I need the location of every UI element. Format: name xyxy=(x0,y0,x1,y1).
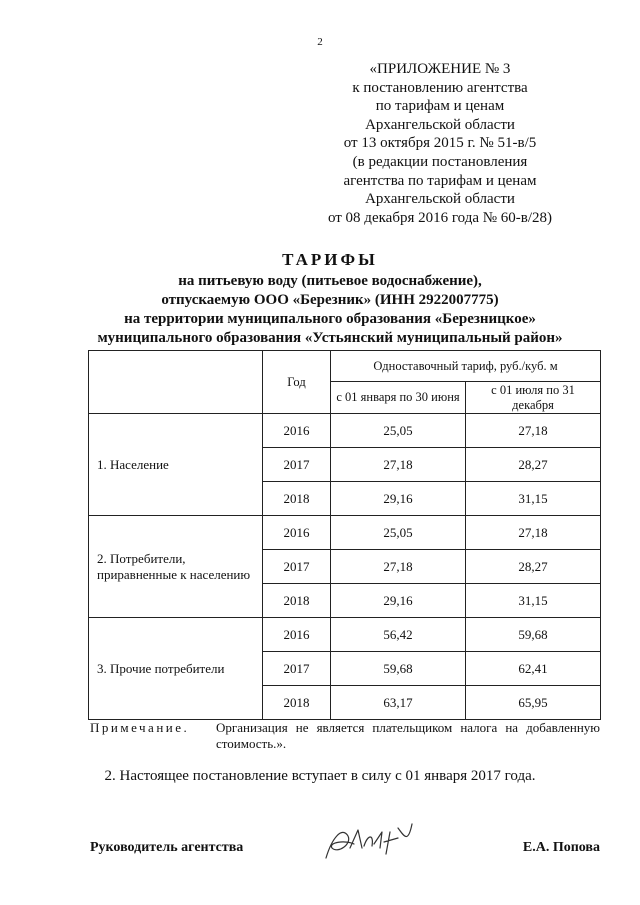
tariff-cell: 27,18 xyxy=(331,448,466,482)
tariff-table xyxy=(88,350,601,720)
tariff-header: Одноставочный тариф, руб./куб. м xyxy=(331,351,601,382)
tariff-cell: 62,41 xyxy=(466,652,601,686)
title-heading: ТАРИФЫ xyxy=(282,250,378,269)
signatory-name: Е.А. Попова xyxy=(522,840,600,855)
appendix-line: Архангельской области xyxy=(365,191,515,208)
appendix-line: «ПРИЛОЖЕНИЕ № 3 xyxy=(369,61,511,77)
year-header: Год xyxy=(263,351,331,414)
year-cell: 2018 xyxy=(263,686,331,720)
category-header-cell xyxy=(89,351,263,414)
document-title xyxy=(70,250,590,348)
tariff-cell: 56,42 xyxy=(331,618,466,652)
year-cell: 2017 xyxy=(263,448,331,482)
tariff-cell: 65,95 xyxy=(466,686,601,720)
appendix-header xyxy=(300,60,580,227)
signature-block xyxy=(90,840,600,870)
title-line: на территории муниципального образования «Березницкое» xyxy=(124,311,536,327)
tariff-cell: 25,05 xyxy=(331,414,466,448)
tariff-cell: 59,68 xyxy=(466,618,601,652)
category-cell: 2. Потребители, приравненные к населению xyxy=(89,516,263,618)
page-number: 2 xyxy=(317,36,323,48)
tariff-cell: 28,27 xyxy=(466,448,601,482)
year-cell: 2016 xyxy=(263,414,331,448)
year-cell: 2017 xyxy=(263,550,331,584)
tariff-cell: 59,68 xyxy=(331,652,466,686)
table-row xyxy=(89,414,601,448)
tariff-cell: 27,18 xyxy=(466,516,601,550)
tariff-cell: 29,16 xyxy=(331,482,466,516)
tariff-cell: 27,18 xyxy=(466,414,601,448)
appendix-line: от 13 октября 2015 г. № 51-в/5 xyxy=(343,135,537,152)
tariff-cell: 28,27 xyxy=(466,550,601,584)
year-cell: 2018 xyxy=(263,482,331,516)
tariff-cell: 31,15 xyxy=(466,584,601,618)
year-cell: 2017 xyxy=(263,652,331,686)
appendix-line: по тарифам и ценам xyxy=(375,98,505,115)
year-cell: 2016 xyxy=(263,516,331,550)
effective-date-clause: 2. Настоящее постановление вступает в силу с 01 января 2017 года. xyxy=(104,768,536,784)
note xyxy=(90,720,600,752)
tariff-cell: 27,18 xyxy=(331,550,466,584)
year-cell: 2018 xyxy=(263,584,331,618)
category-cell: 3. Прочие потребители xyxy=(89,618,263,720)
period1-header: с 01 января по 30 июня xyxy=(331,382,466,414)
tariff-cell: 29,16 xyxy=(331,584,466,618)
period2-header: с 01 июля по 31 декабря xyxy=(466,382,601,414)
table-row xyxy=(89,516,601,550)
note-label: Примечание. xyxy=(90,720,190,735)
table-header-row xyxy=(89,351,601,382)
note-text: Организация не является плательщиком налога на добавленную стоимость.». xyxy=(216,720,600,751)
year-cell: 2016 xyxy=(263,618,331,652)
category-cell: 1. Население xyxy=(89,414,263,516)
title-line: муниципального образования «Устьянский муниципальный район» xyxy=(97,330,563,346)
appendix-line: агентства по тарифам и ценам xyxy=(343,172,537,189)
appendix-line: (в редакции постановления xyxy=(352,153,528,170)
appendix-line: Архангельской области xyxy=(365,116,515,133)
appendix-line: к постановлению агентства xyxy=(352,79,528,96)
table-row xyxy=(89,618,601,652)
tariff-cell: 25,05 xyxy=(331,516,466,550)
title-line: отпускаемую ООО «Березник» (ИНН 2922007775) xyxy=(161,292,499,308)
signatory-position: Руководитель агентства xyxy=(90,840,244,855)
tariff-cell: 63,17 xyxy=(331,686,466,720)
handwritten-signature xyxy=(320,818,420,866)
appendix-line: от 08 декабря 2016 года № 60-в/28) xyxy=(327,209,553,226)
title-line: на питьевую воду (питьевое водоснабжение), xyxy=(178,273,482,289)
tariff-cell: 31,15 xyxy=(466,482,601,516)
